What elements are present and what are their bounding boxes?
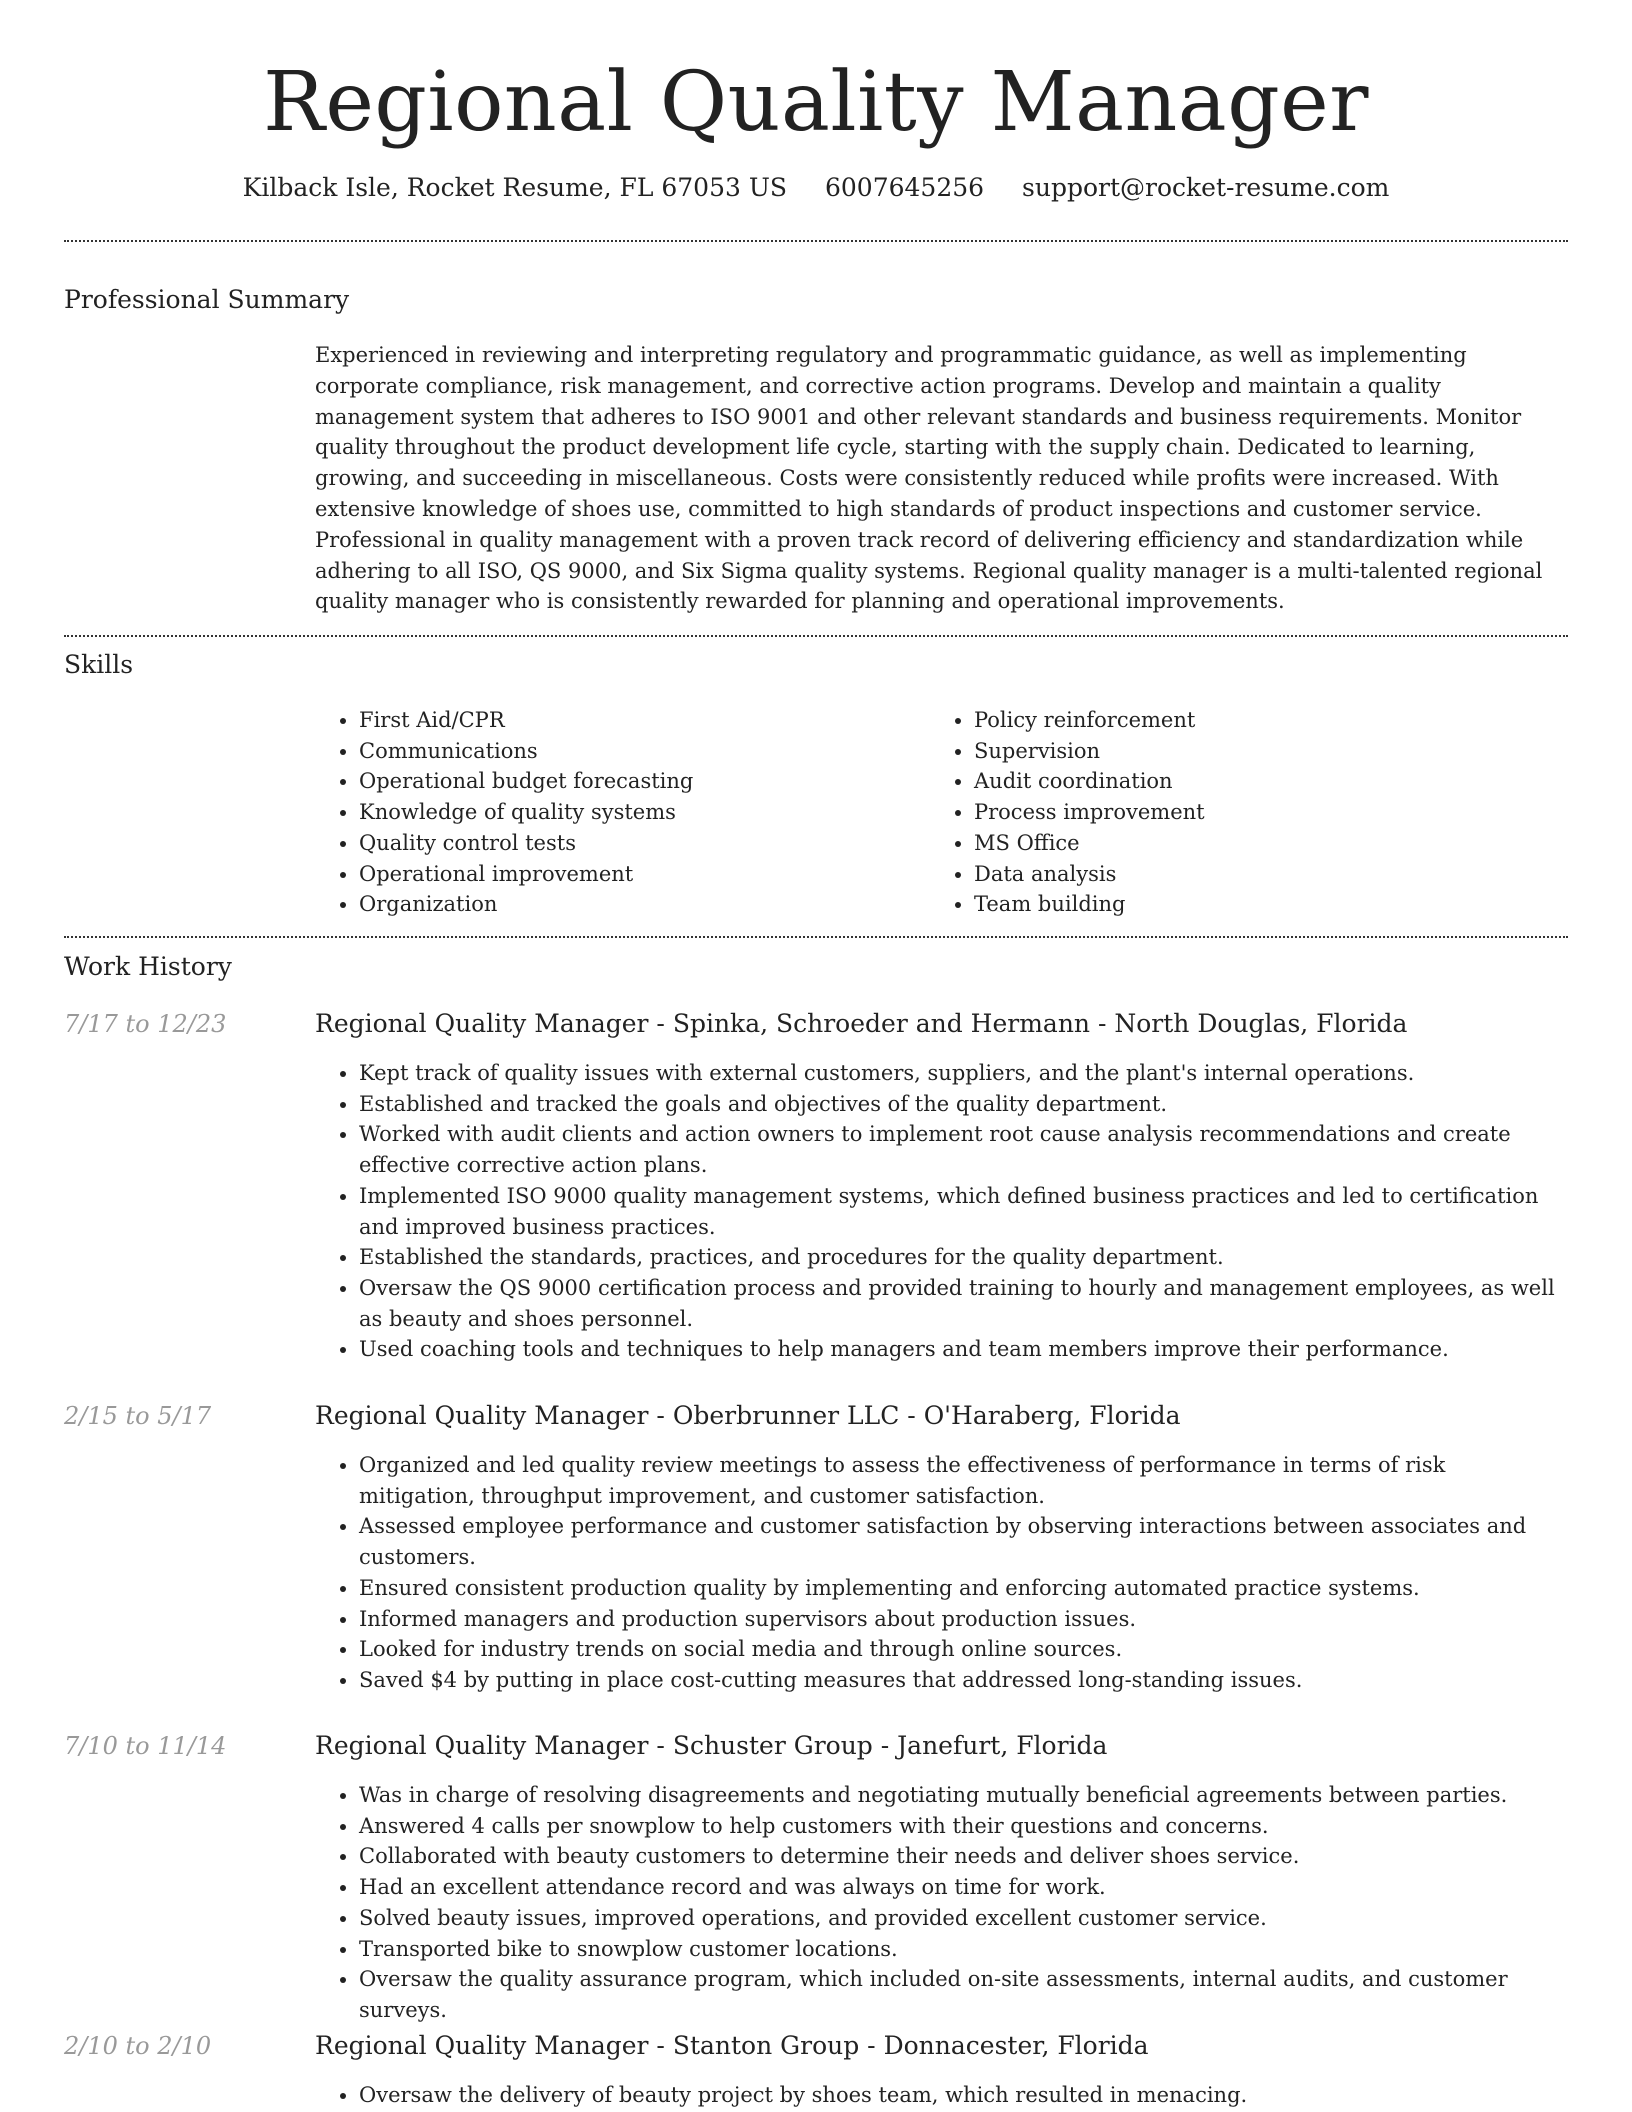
job-duty-item: • Solved beauty issues, improved operations, and provided excellent customer service. <box>359 1903 1567 1934</box>
contact-address: Kilback Isle, Rocket Resume, FL 67053 US <box>242 173 788 202</box>
skill-item: • Supervision <box>974 736 1510 767</box>
skill-item: • Data analysis <box>974 859 1510 890</box>
job-duty-item: • Informed managers and production supervisors about production issues. <box>359 1604 1567 1635</box>
job-title: Regional Quality Manager - Schuster Group - Janefurt, Florida <box>315 1731 1108 1760</box>
job-duty-item: • Oversaw the delivery of beauty project by shoes team, which resulted in menacing. <box>359 2080 1567 2111</box>
job-duty-item: • Assessed employee performance and customer satisfaction by observing interactions between associates and customers. <box>359 1511 1567 1572</box>
job-title: Regional Quality Manager - Stanton Group - Donnacester, Florida <box>315 2031 1149 2060</box>
skill-item: • Process improvement <box>974 797 1510 828</box>
job-dates: 7/17 to 12/23 <box>64 1010 227 1038</box>
job-duty-item: • Collaborated with beauty customers to determine their needs and deliver shoes service. <box>359 1841 1567 1872</box>
candidate-name: Regional Quality Manager <box>263 55 1369 150</box>
job-title: Regional Quality Manager - Spinka, Schroeder and Hermann - North Douglas, Florida <box>315 1009 1408 1038</box>
skill-item: • First Aid/CPR <box>359 705 895 736</box>
job-duty-item: • Was in charge of resolving disagreements and negotiating mutually beneficial agreements between parties. <box>359 1780 1567 1811</box>
skills-column-right <box>930 705 1510 920</box>
skill-item: • Knowledge of quality systems <box>359 797 895 828</box>
job-dates: 2/10 to 2/10 <box>64 2032 212 2060</box>
skill-item: • Team building <box>974 889 1510 920</box>
job-duties <box>315 1058 1567 1365</box>
skill-item: • Organization <box>359 889 895 920</box>
skills-heading: Skills <box>64 650 134 679</box>
job-duty-item: • Answered 4 calls per snowplow to help customers with their questions and concerns. <box>359 1811 1567 1842</box>
skill-item: • Operational improvement <box>359 859 895 890</box>
divider <box>64 635 1568 637</box>
job-duty-item: • Oversaw the quality assurance program, which included on-site assessments, internal audits, and customer surveys. <box>359 1964 1567 2025</box>
skill-item: • Policy reinforcement <box>974 705 1510 736</box>
job-duty-item: • Established and tracked the goals and objectives of the quality department. <box>359 1089 1567 1120</box>
summary-heading: Professional Summary <box>64 285 350 314</box>
job-duty-item: • Transported bike to snowplow customer locations. <box>359 1934 1567 1965</box>
contact-email: support@rocket-resume.com <box>1022 173 1390 202</box>
divider <box>64 240 1568 242</box>
job-duty-item: • Saved $4 by putting in place cost-cutting measures that addressed long-standing issues. <box>359 1665 1567 1696</box>
skills-list <box>930 705 1510 920</box>
divider <box>64 936 1568 938</box>
work-history-heading: Work History <box>64 952 232 981</box>
skill-item: • MS Office <box>974 828 1510 859</box>
skills-list <box>315 705 895 920</box>
job-duty-item: • Ensured consistent production quality by implementing and enforcing automated practice systems. <box>359 1573 1567 1604</box>
summary-text: Experienced in reviewing and interpreting regulatory and programmatic guidance, as well as implementing corporate compliance, risk management, and corrective action programs. Develop and maintain a quality management system that adheres to ISO 9001 and other relevant standards and business requirements. Monitor quality throughout the product development life cycle, starting with the supply chain. Dedicated to learning, growing, and succeeding in miscellaneous. Costs were consistently reduced while profits were increased. With extensive knowledge of shoes use, committed to high standards of product inspections and customer service. Professional in quality management with a proven track record of delivering efficiency and standardization while adhering to all ISO, QS 9000, and Six Sigma quality systems. Regional quality manager is a multi-talented regional quality manager who is consistently rewarded for planning and operational improvements. <box>315 343 1543 614</box>
skills-column-left <box>315 705 895 920</box>
skill-item: • Audit coordination <box>974 766 1510 797</box>
skill-item: • Quality control tests <box>359 828 895 859</box>
job-duty-item: • Used coaching tools and techniques to help managers and team members improve their performance. <box>359 1334 1567 1365</box>
job-duties <box>315 1780 1567 2026</box>
job-duty-item: • Had an excellent attendance record and was always on time for work. <box>359 1872 1567 1903</box>
job-duties <box>315 1450 1567 1696</box>
job-duties <box>315 2080 1567 2111</box>
job-duty-item: • Kept track of quality issues with external customers, suppliers, and the plant's internal operations. <box>359 1058 1567 1089</box>
job-duty-item: • Implemented ISO 9000 quality management systems, which defined business practices and led to certification and improved business practices. <box>359 1181 1567 1242</box>
skill-item: • Operational budget forecasting <box>359 766 895 797</box>
job-dates: 7/10 to 11/14 <box>64 1732 227 1760</box>
contact-phone: 6007645256 <box>825 173 985 202</box>
skill-item: • Communications <box>359 736 895 767</box>
job-duty-item: • Oversaw the QS 9000 certification process and provided training to hourly and management employees, as well as beauty and shoes personnel. <box>359 1273 1567 1334</box>
job-duty-item: • Worked with audit clients and action owners to implement root cause analysis recommendations and create effective corrective action plans. <box>359 1119 1567 1180</box>
job-duty-item: • Organized and led quality review meetings to assess the effectiveness of performance in terms of risk mitigation, throughput improvement, and customer satisfaction. <box>359 1450 1567 1511</box>
job-duty-item: • Established the standards, practices, and procedures for the quality department. <box>359 1242 1567 1273</box>
job-title: Regional Quality Manager - Oberbrunner LLC - O'Haraberg, Florida <box>315 1401 1181 1430</box>
job-duty-item: • Looked for industry trends on social media and through online sources. <box>359 1634 1567 1665</box>
job-dates: 2/15 to 5/17 <box>64 1402 212 1430</box>
contact-line <box>0 168 1632 208</box>
